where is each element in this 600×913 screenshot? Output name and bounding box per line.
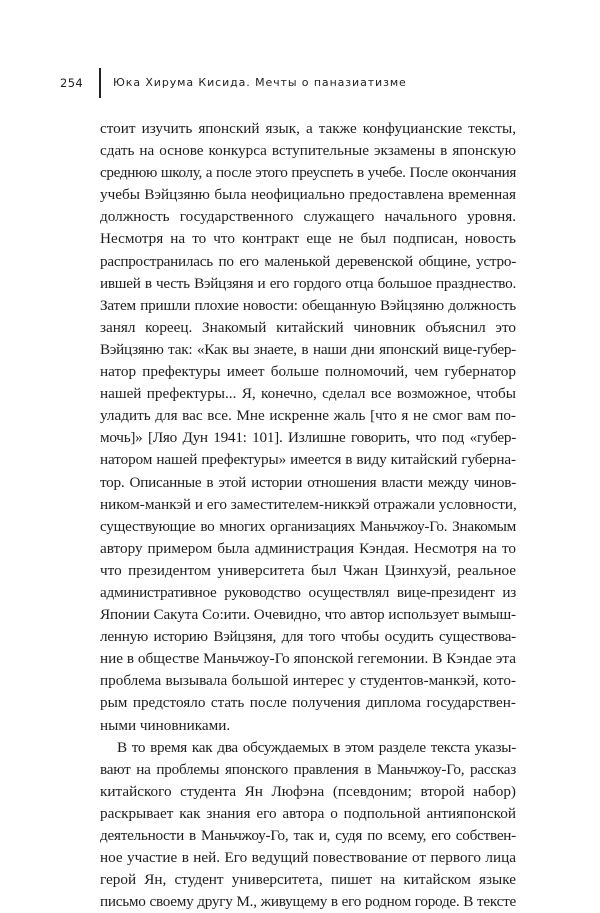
text-line: нашей префектуры... Я, конечно, сделал все возможное, чтобы [100,385,516,403]
text-line: натором нашей префектуры» имеется в виду китайский губерна- [100,451,516,469]
text-line: вают на проблемы японского правления в Маньчжоу-Го, рассказ [100,760,516,778]
text-line: Несмотря на то что контракт еще не был подписан, новость [100,230,516,248]
page-number: 254 [60,76,84,90]
text-line: натор префектуры имеет больше полномочий, чем губернатор [100,363,516,381]
text-line: ное участие в ней. Его ведущий повествование от первого лица [100,849,516,867]
text-line: В то время как два обсуждаемых в этом разделе текста указы- [117,738,516,756]
text-line: ние в обществе Маньчжоу-Го японской гегемонии. В Кэндае эта [100,650,516,668]
text-line: Вэйцзяню так: «Как вы знаете, в наши дни японский вице-губер- [100,340,516,358]
text-line: автору примером была администрация Кэндая. Несмотря на то [100,539,516,557]
body-text [100,118,516,913]
text-line: административное руководство осуществлял вице-президент из [100,583,516,601]
text-line: существующие во многих организациях Маньчжоу-Го. Знакомым [100,517,516,535]
text-line: ником-манкэй и его заместителем-никкэй отражали условности, [100,495,517,513]
text-line: проблема вызывала большой интерес у студентов-манкэй, кото- [100,672,516,690]
paragraph-1 [100,118,516,737]
page-header [0,68,600,98]
text-line: занял кореец. Знакомый китайский чиновник объяснил это [100,318,516,336]
text-line: герой Ян, студент университета, пишет на китайском языке [100,871,516,889]
text-line: деятельности в Маньчжоу-Го, так и, судя по всему, его собствен- [100,827,516,844]
text-line: рым предстояло стать после получения диплома государствен- [100,694,516,712]
text-line: ными чиновниками. [100,716,231,734]
paragraph-2 [100,737,516,913]
text-line: мочь]» [Ляо Дун 1941: 101]. Излишне говорить, что под «губер- [100,429,516,447]
text-line: ившей в честь Вэйцзяня и его гордого отца большое празднество. [100,274,516,292]
text-line: уладить для вас все. Мне искренне жаль [что я не смог вам по- [100,407,516,425]
text-line: письмо своему другу М., живущему в его родном городе. В тексте [100,893,516,911]
text-line: среднюю школу, а после этого преуспеть в учебе. После окончания [100,164,516,182]
text-line: должность государственного служащего начального уровня. [100,208,516,226]
header-divider [99,68,101,98]
text-line: тор. Описанные в этой истории отношения власти между чинов- [100,473,516,491]
text-line: ленную историю Вэйцзяня, для того чтобы осудить существова- [100,628,516,646]
text-line: сдать на основе конкурса вступительные экзамены в японскую [100,142,516,160]
text-line: стоит изучить японский язык, а также конфуцианские тексты, [100,120,516,137]
text-line: учебы Вэйцзяню была неофициально предоставлена временная [100,186,516,204]
running-title: Юка Хирума Кисида. Мечты о паназиатизме [113,76,407,89]
text-line: распространилась по его маленькой деревенской общине, устро- [100,252,516,270]
text-line: китайского студента Ян Люфэна (псевдоним; второй набор) [100,782,516,800]
text-line: что президентом университета был Чжан Цзинхуэй, реальное [100,561,516,579]
text-line: Затем пришли плохие новости: обещанную Вэйцзяню должность [100,296,516,314]
text-line: Японии Сакута Со:ити. Очевидно, что автор использует вымыш- [100,606,516,624]
text-line: раскрывает как знания его автора о подпольной антияпонской [100,804,516,822]
